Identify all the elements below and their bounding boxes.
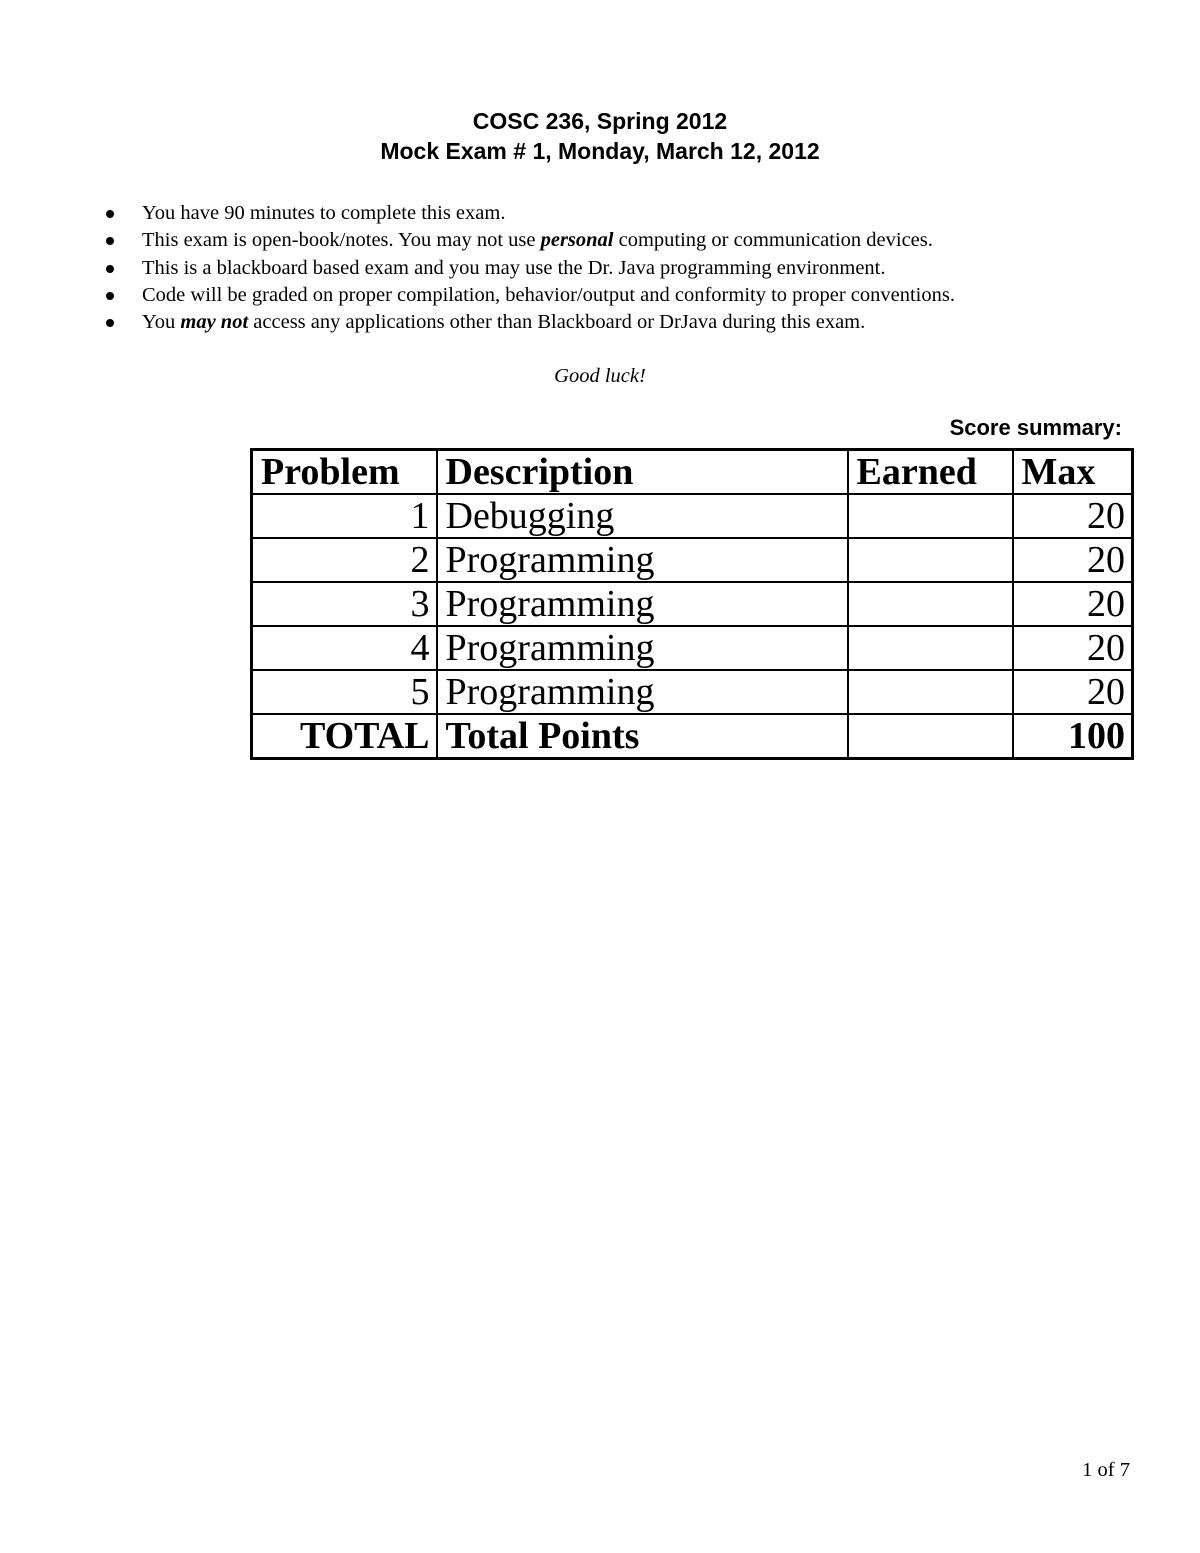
column-header-problem: Problem [252,450,437,495]
table-row [252,670,1133,714]
problem-number: 3 [252,582,437,626]
instruction-text: You [142,311,181,334]
problem-description: Debugging [437,494,848,538]
instruction-item: You have 90 minutes to complete this exam. [106,200,955,227]
total-description: Total Points [437,714,848,759]
table-row [252,538,1133,582]
column-header-max: Max [1013,450,1133,495]
total-row [252,714,1133,759]
earned-cell[interactable] [848,494,1013,538]
instruction-emphasis: may not [180,311,249,334]
problem-number: 2 [252,538,437,582]
instruction-text: computing or communication devices. [613,229,933,252]
instruction-item: Code will be graded on proper compilation, behavior/output and conformity to proper conventions. [106,282,955,309]
table-header-row [252,450,1133,495]
instruction-item: This is a blackboard based exam and you may use the Dr. Java programming environment. [106,255,955,282]
table-row [252,494,1133,538]
max-points: 20 [1013,494,1133,538]
instruction-text: access any applications other than Blackboard or DrJava during this exam. [248,311,866,334]
earned-cell[interactable] [848,538,1013,582]
max-points: 20 [1013,670,1133,714]
column-header-earned: Earned [848,450,1013,495]
problem-description: Programming [437,582,848,626]
earned-cell[interactable] [848,626,1013,670]
max-points: 20 [1013,538,1133,582]
instruction-item [106,309,955,336]
problem-number: 4 [252,626,437,670]
score-summary-table [250,448,1134,760]
max-points: 20 [1013,582,1133,626]
earned-cell[interactable] [848,670,1013,714]
page-number: 1 of 7 [1082,1459,1130,1481]
instruction-emphasis: personal [540,229,614,252]
problem-number: 1 [252,494,437,538]
problem-description: Programming [437,670,848,714]
earned-cell[interactable] [848,582,1013,626]
table-row [252,626,1133,670]
exam-course-title: COSC 236, Spring 2012 [472,108,728,134]
instruction-text: This exam is open-book/notes. You may not use [142,229,541,252]
problem-description: Programming [437,626,848,670]
score-summary-label: Score summary: [949,415,1122,440]
good-luck-note: Good luck! [554,365,646,387]
exam-subtitle: Mock Exam # 1, Monday, March 12, 2012 [380,138,820,164]
total-earned-cell[interactable] [848,714,1013,759]
max-points: 20 [1013,626,1133,670]
total-max-points: 100 [1013,714,1133,759]
instructions-list [106,200,955,336]
table-row [252,582,1133,626]
problem-description: Programming [437,538,848,582]
problem-number: 5 [252,670,437,714]
column-header-description: Description [437,450,848,495]
total-label: TOTAL [252,714,437,759]
instruction-item [106,227,955,254]
